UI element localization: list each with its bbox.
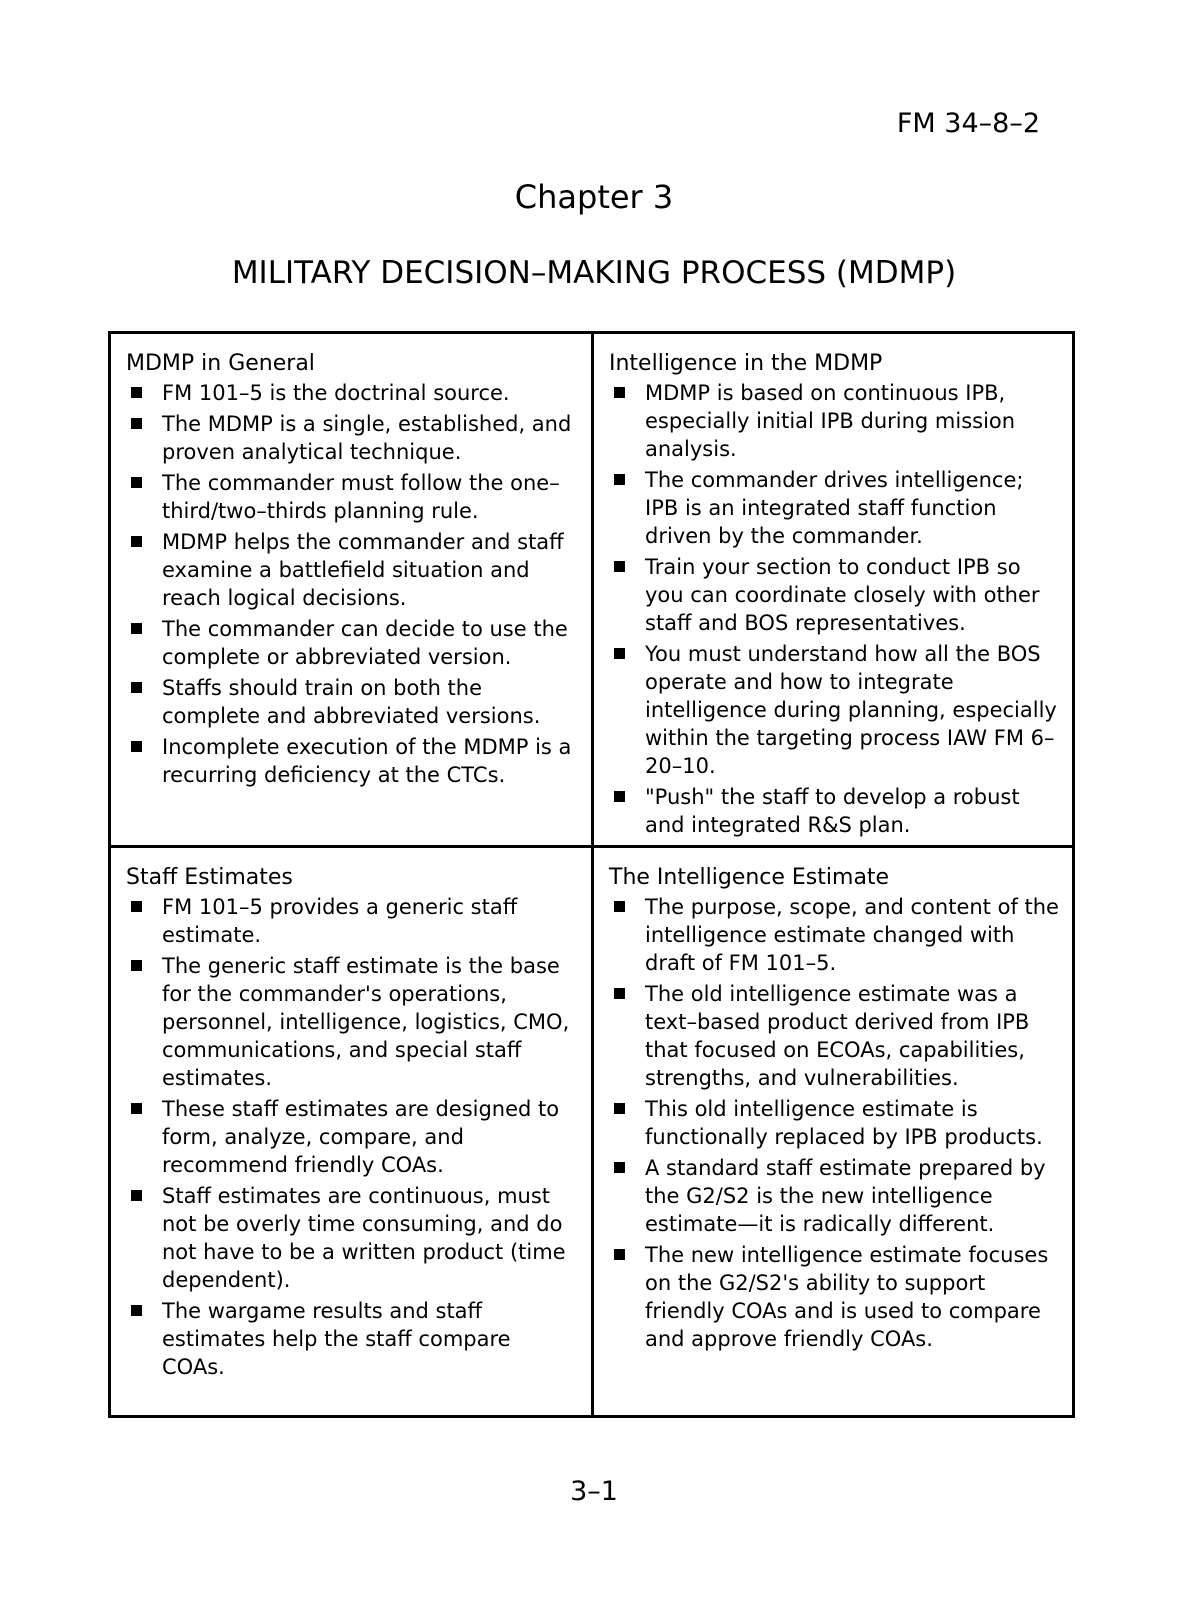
bullet-item: FM 101–5 provides a generic staff estimate. — [126, 893, 579, 949]
document-id: FM 34–8–2 — [896, 108, 1040, 139]
bullet-item: MDMP is based on continuous IPB, especially initial IPB during mission analysis. — [609, 379, 1060, 463]
section-the-intelligence-estimate — [594, 848, 1072, 1415]
page-title: MILITARY DECISION–MAKING PROCESS (MDMP) — [231, 255, 957, 291]
section-heading: MDMP in General — [126, 351, 315, 376]
bullet-item: The commander can decide to use the complete or abbreviated version. — [126, 615, 579, 671]
bullet-item: The generic staff estimate is the base for the commander's operations, personnel, intelligence, logistics, CMO, communications, and special staff estimates. — [126, 952, 579, 1092]
section-heading: The Intelligence Estimate — [609, 865, 890, 890]
chapter-heading: Chapter 3 — [514, 178, 674, 216]
bullet-item: A standard staff estimate prepared by the G2/S2 is the new intelligence estimate—it is radically different. — [609, 1154, 1060, 1238]
bullet-item: The commander must follow the one–third/two–thirds planning rule. — [126, 469, 579, 525]
bullet-item: Staff estimates are continuous, must not be overly time consuming, and do not have to be a written product (time dependent). — [126, 1182, 579, 1294]
section-heading: Intelligence in the MDMP — [609, 351, 883, 376]
section-mdmp-in-general — [111, 334, 594, 848]
section-heading: Staff Estimates — [126, 865, 293, 890]
bullet-item: The purpose, scope, and content of the intelligence estimate changed with draft of FM 101–5. — [609, 893, 1060, 977]
bullet-list — [609, 379, 1060, 839]
bullet-item: The new intelligence estimate focuses on the G2/S2's ability to support friendly COAs and is used to compare and approve friendly COAs. — [609, 1241, 1060, 1353]
section-intelligence-in-the-mdmp — [594, 334, 1072, 848]
bullet-list — [126, 379, 579, 789]
bullet-item: The MDMP is a single, established, and proven analytical technique. — [126, 410, 579, 466]
summary-table — [108, 331, 1075, 1418]
bullet-list — [126, 893, 579, 1381]
bullet-item: The commander drives intelligence; IPB is an integrated staff function driven by the commander. — [609, 466, 1060, 550]
bullet-item: Incomplete execution of the MDMP is a recurring deficiency at the CTCs. — [126, 733, 579, 789]
bullet-item: "Push" the staff to develop a robust and integrated R&S plan. — [609, 783, 1060, 839]
bullet-item: MDMP helps the commander and staff examine a battlefield situation and reach logical decisions. — [126, 528, 579, 612]
section-staff-estimates — [111, 848, 594, 1415]
bullet-item: FM 101–5 is the doctrinal source. — [126, 379, 579, 407]
bullet-item: The wargame results and staff estimates help the staff compare COAs. — [126, 1297, 579, 1381]
bullet-item: This old intelligence estimate is functionally replaced by IPB products. — [609, 1095, 1060, 1151]
bullet-list — [609, 893, 1060, 1353]
bullet-item: These staff estimates are designed to form, analyze, compare, and recommend friendly COAs. — [126, 1095, 579, 1179]
bullet-item: You must understand how all the BOS operate and how to integrate intelligence during planning, especially within the targeting process IAW FM 6–20–10. — [609, 640, 1060, 780]
bullet-item: Staffs should train on both the complete and abbreviated versions. — [126, 674, 579, 730]
bullet-item: Train your section to conduct IPB so you can coordinate closely with other staff and BOS representatives. — [609, 553, 1060, 637]
page-number: 3–1 — [570, 1476, 618, 1507]
bullet-item: The old intelligence estimate was a text–based product derived from IPB that focused on ECOAs, capabilities, strengths, and vulnerabilities. — [609, 980, 1060, 1092]
